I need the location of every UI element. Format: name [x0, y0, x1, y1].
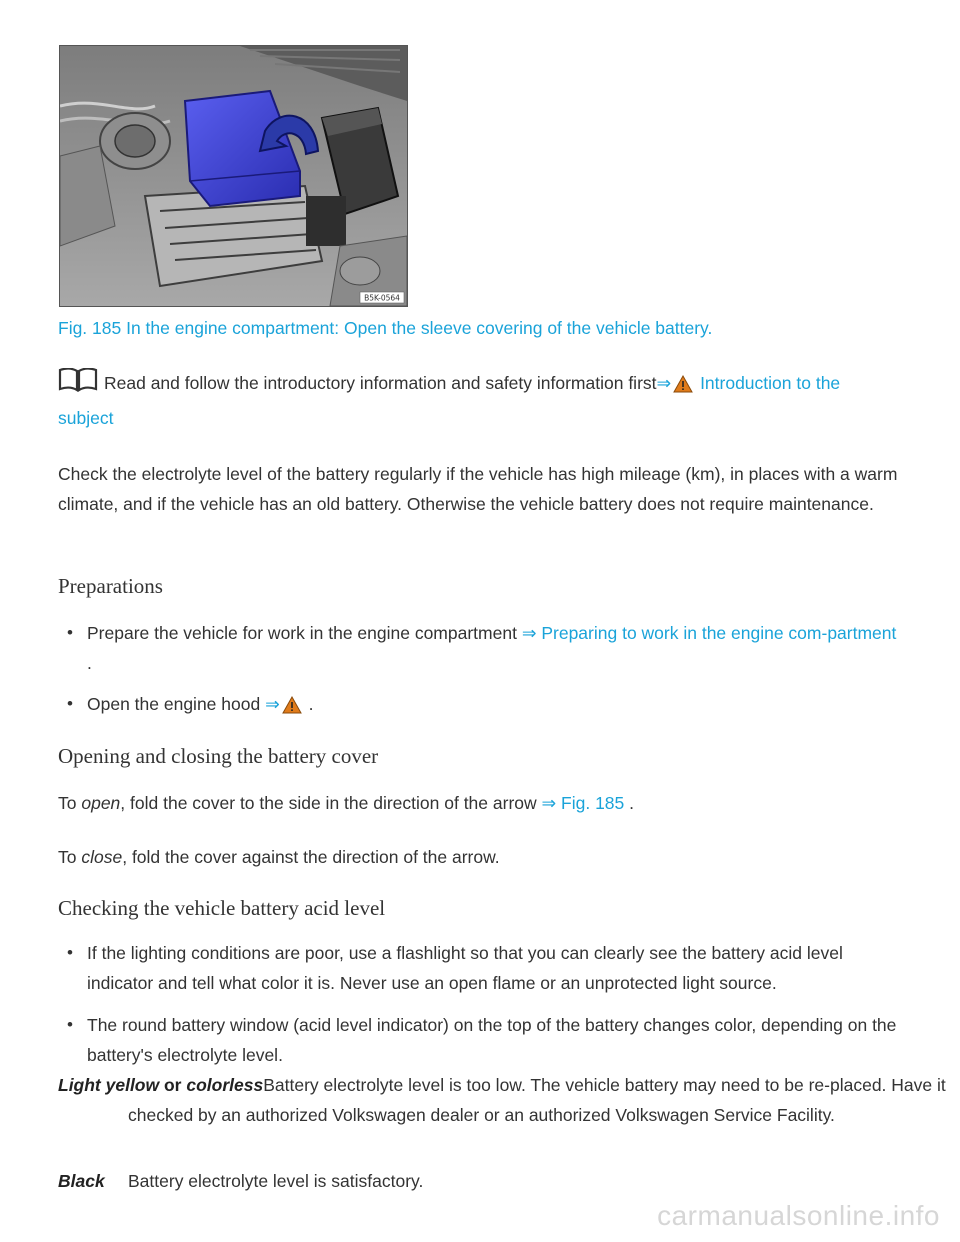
- engine-compartment-figure: [59, 45, 408, 307]
- definition-light-yellow: [58, 1070, 960, 1130]
- text-span: , fold the cover to the side in the direction of the arrow: [120, 793, 542, 813]
- term-black: Black: [58, 1171, 105, 1191]
- heading-acid-level: Checking the vehicle battery acid level: [58, 896, 386, 920]
- close-instruction: [58, 842, 903, 872]
- heading-opening-closing: Opening and closing the battery cover: [58, 744, 379, 768]
- text-span: To: [58, 793, 82, 813]
- list-item: • If the lighting conditions are poor, use a flashlight so that you can clearly see the battery acid level indicator and tell what color it is. Never use an open flame or an unprotected light source.: [87, 938, 902, 998]
- watermark: carmanualsonline.info: [657, 1200, 940, 1231]
- intro-text: Read and follow the introductory information and safety information first: [104, 373, 657, 393]
- link-fig-185[interactable]: ⇒ Fig. 185: [541, 793, 625, 813]
- definition-text: Battery electrolyte level is satisfactory.: [128, 1171, 424, 1191]
- bullet-end: .: [87, 653, 92, 673]
- warning-arrow[interactable]: ⇒: [265, 694, 280, 714]
- figure-label: B5K-0564: [364, 293, 400, 303]
- link-preparing-engine-compartment[interactable]: ⇒ Preparing to work in the engine com-partment: [521, 623, 897, 643]
- term-or: or: [159, 1075, 187, 1095]
- definition-black: [58, 1166, 903, 1196]
- term-colorless: colorless: [186, 1075, 264, 1095]
- warning-icon[interactable]: [282, 693, 302, 723]
- bullet-text: Open the engine hood: [87, 694, 266, 714]
- list-item: [87, 618, 902, 678]
- term-light-yellow: Light yellow: [58, 1075, 160, 1095]
- bullet-end: .: [303, 694, 314, 714]
- list-item: • The round battery window (acid level indicator) on the top of the battery changes color, depending on the battery's electrolyte level.: [87, 1010, 902, 1070]
- emphasis-close: close: [81, 847, 123, 867]
- battery-maintenance-paragraph: Check the electrolyte level of the battery regularly if the vehicle has high mileage (km), in places with a warm climate, and if the vehicle has an old battery. Otherwise the vehicle battery does not require maintenance.: [58, 464, 898, 514]
- list-item: [87, 689, 902, 723]
- book-icon: [58, 368, 98, 402]
- warning-icon[interactable]: [673, 372, 693, 403]
- figure-caption: Fig. 185 In the engine compartment: Open the sleeve covering of the vehicle battery.: [58, 318, 713, 338]
- emphasis-open: open: [81, 793, 121, 813]
- text-span: To: [58, 847, 82, 867]
- text-span: , fold the cover against the direction of the arrow.: [122, 847, 500, 867]
- open-instruction: [58, 788, 903, 818]
- engine-illustration: [60, 46, 407, 306]
- intro-arrow[interactable]: ⇒: [656, 373, 672, 393]
- definition-text: Battery electrolyte level is too low. The vehicle battery may need to be re-placed. Have it checked by an authorized Volkswagen dealer or an authorized Volkswagen Service Facility.: [128, 1075, 946, 1125]
- heading-preparations: Preparations: [58, 574, 163, 598]
- intro-link[interactable]: Introduction to the subject: [58, 373, 841, 428]
- text-span: .: [624, 793, 635, 813]
- bullet-text: Prepare the vehicle for work in the engine compartment: [87, 623, 522, 643]
- intro-notice: [58, 368, 898, 434]
